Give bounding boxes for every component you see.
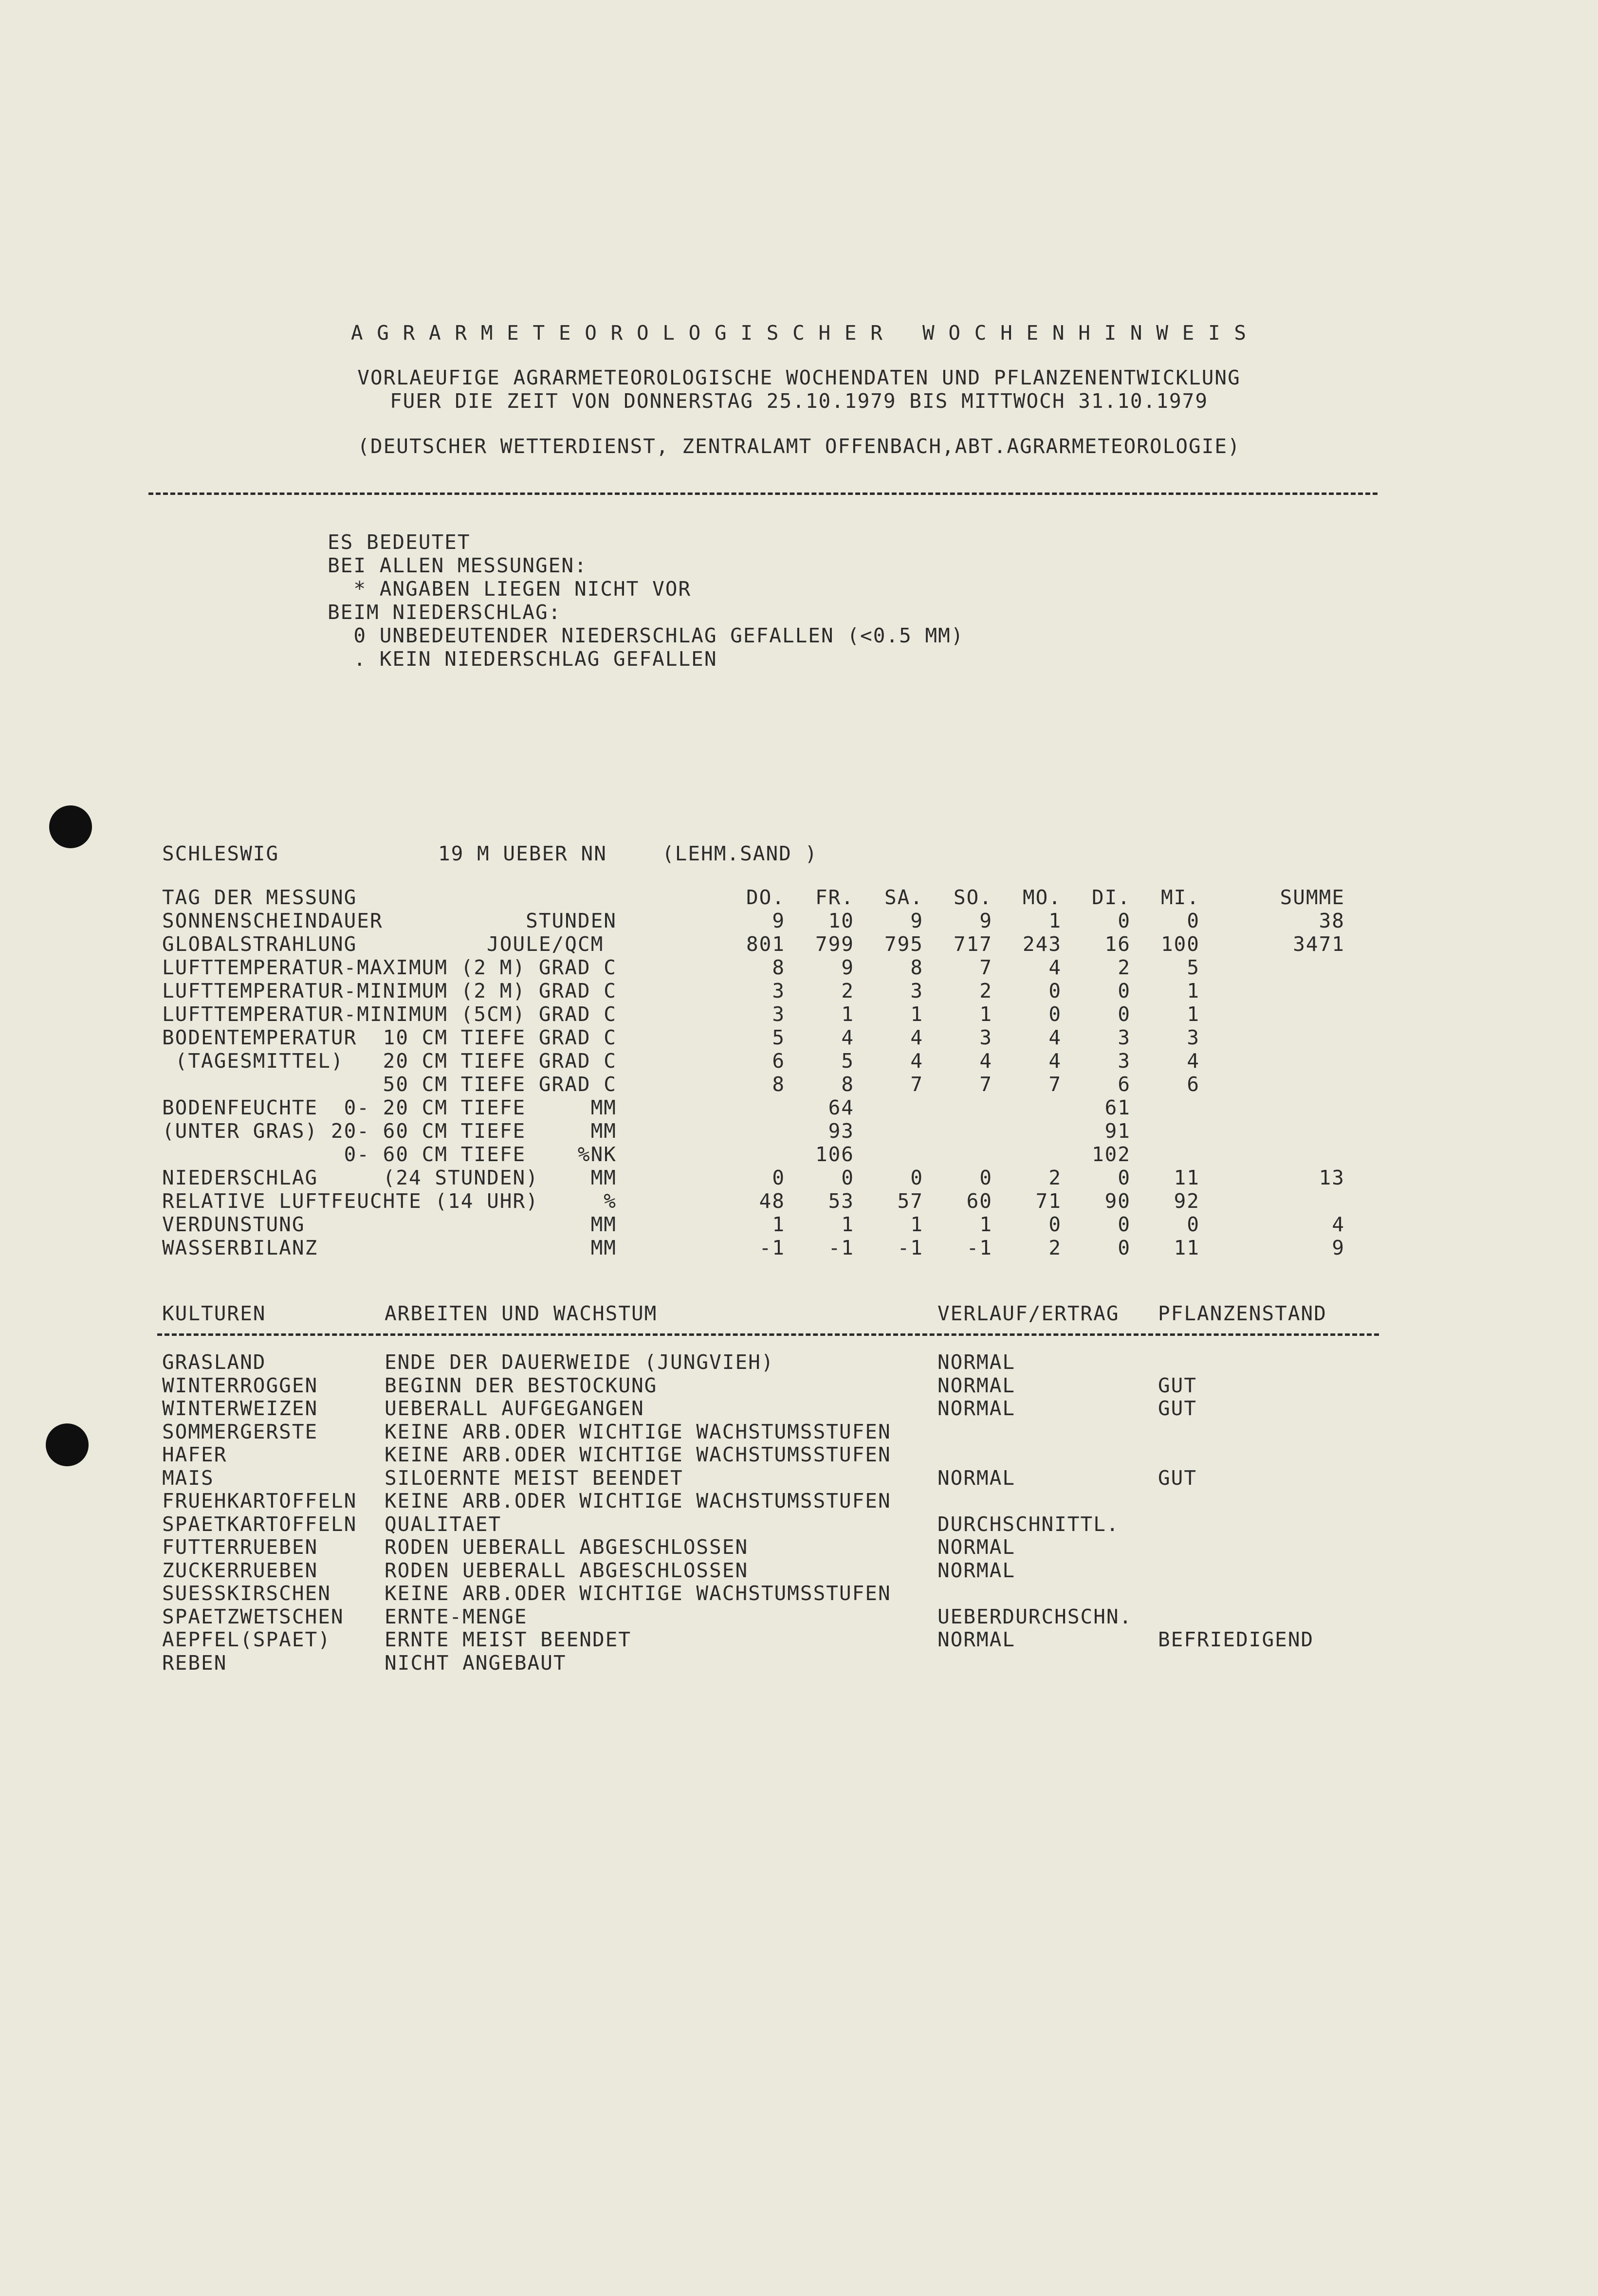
value-cell: 4 xyxy=(1048,956,1062,979)
row-label: SONNENSCHEINDAUER STUNDEN xyxy=(162,909,617,932)
crop-arbeiten-cell: RODEN UEBERALL ABGESCHLOSSEN xyxy=(385,1558,749,1582)
value-cell: 0 xyxy=(1048,979,1062,1002)
crop-verlauf-cell: NORMAL xyxy=(937,1535,1016,1559)
value-cell: 16 xyxy=(1104,932,1131,956)
punch-hole xyxy=(46,1423,89,1466)
value-cell: 795 xyxy=(884,932,923,956)
crop-verlauf-cell: NORMAL xyxy=(937,1350,1016,1374)
row-label: NIEDERSCHLAG (24 STUNDEN) MM xyxy=(162,1166,617,1189)
crop-arbeiten-cell: BEGINN DER BESTOCKUNG xyxy=(385,1373,658,1397)
crop-arbeiten-cell: RODEN UEBERALL ABGESCHLOSSEN xyxy=(385,1535,749,1559)
crop-arbeiten-cell: ERNTE MEIST BEENDET xyxy=(385,1628,631,1651)
value-cell: 106 xyxy=(815,1143,854,1166)
day-header: DO. xyxy=(746,886,785,909)
table-row xyxy=(162,1166,1379,1189)
value-cell: 9 xyxy=(979,909,992,932)
sum-header: SUMME xyxy=(1280,886,1345,909)
row-label: LUFTTEMPERATUR-MINIMUM (5CM) GRAD C xyxy=(162,1002,617,1026)
value-cell: 8 xyxy=(841,1073,854,1096)
value-cell: 57 xyxy=(897,1189,923,1213)
row-label: (UNTER GRAS) 20- 60 CM TIEFE MM xyxy=(162,1119,617,1143)
day-header: FR. xyxy=(815,886,854,909)
value-cell: 0 xyxy=(1187,909,1200,932)
value-cell: 4 xyxy=(841,1026,854,1049)
sum-cell: 38 xyxy=(1319,909,1345,932)
crop-row xyxy=(162,1582,1403,1605)
value-cell: 4 xyxy=(1048,1026,1062,1049)
crop-arbeiten-cell: ENDE DER DAUERWEIDE (JUNGVIEH) xyxy=(385,1350,774,1374)
value-cell: 5 xyxy=(772,1026,785,1049)
value-cell: 1 xyxy=(1187,1002,1200,1026)
value-cell: 0 xyxy=(1187,1213,1200,1236)
value-cell: 11 xyxy=(1174,1236,1200,1259)
day-header: MO. xyxy=(1022,886,1062,909)
legend-line: 0 UNBEDEUTENDER NIEDERSCHLAG GEFALLEN (<0.5 MM) xyxy=(328,624,964,647)
crop-kultur-cell: MAIS xyxy=(162,1466,214,1490)
station-soil: (LEHM.SAND ) xyxy=(662,842,818,865)
crop-kultur-cell: HAFER xyxy=(162,1443,227,1466)
value-cell: 102 xyxy=(1091,1143,1131,1166)
value-cell: 4 xyxy=(979,1049,992,1073)
value-cell: 0 xyxy=(841,1166,854,1189)
value-cell: 48 xyxy=(759,1189,785,1213)
punch-hole xyxy=(49,805,92,848)
row-label: LUFTTEMPERATUR-MAXIMUM (2 M) GRAD C xyxy=(162,956,617,979)
value-cell: 91 xyxy=(1104,1119,1131,1143)
value-cell: 71 xyxy=(1035,1189,1062,1213)
value-cell: 9 xyxy=(841,956,854,979)
row-label: RELATIVE LUFTFEUCHTE (14 UHR) % xyxy=(162,1189,617,1213)
value-cell: 61 xyxy=(1104,1096,1131,1119)
crop-arbeiten-cell: ERNTE-MENGE xyxy=(385,1604,528,1628)
value-cell: 90 xyxy=(1104,1189,1131,1213)
value-cell: 0 xyxy=(1118,1166,1131,1189)
value-cell: 3 xyxy=(910,979,923,1002)
crop-row xyxy=(162,1350,1403,1374)
crop-kultur-cell: FRUEHKARTOFFELN xyxy=(162,1489,357,1512)
value-cell: 3 xyxy=(1118,1049,1131,1073)
crop-row xyxy=(162,1443,1403,1466)
value-cell: 1 xyxy=(1048,909,1062,932)
crop-verlauf-cell: NORMAL xyxy=(937,1628,1016,1651)
value-cell: 4 xyxy=(910,1049,923,1073)
crop-row xyxy=(162,1559,1403,1582)
value-cell: 10 xyxy=(828,909,854,932)
crop-row xyxy=(162,1420,1403,1443)
sum-cell: 3471 xyxy=(1293,932,1345,956)
crop-arbeiten-cell: KEINE ARB.ODER WICHTIGE WACHSTUMSSTUFEN xyxy=(385,1489,891,1512)
value-cell: 1 xyxy=(772,1213,785,1236)
row-label: VERDUNSTUNG MM xyxy=(162,1213,617,1236)
value-cell: 0 xyxy=(1048,1002,1062,1026)
value-cell: 100 xyxy=(1160,932,1200,956)
value-cell: 0 xyxy=(1118,1213,1131,1236)
value-cell: 1 xyxy=(841,1002,854,1026)
crop-kultur-cell: REBEN xyxy=(162,1651,227,1675)
crop-arbeiten-cell: KEINE ARB.ODER WICHTIGE WACHSTUMSSTUFEN xyxy=(385,1443,891,1466)
crop-arbeiten-cell: NICHT ANGEBAUT xyxy=(385,1651,567,1675)
value-cell: 4 xyxy=(1048,1049,1062,1073)
value-cell: 6 xyxy=(1118,1073,1131,1096)
value-cell: 5 xyxy=(1187,956,1200,979)
value-cell: 6 xyxy=(1187,1073,1200,1096)
crop-stand-cell: GUT xyxy=(1158,1397,1197,1420)
value-cell: 9 xyxy=(772,909,785,932)
day-header: SA. xyxy=(884,886,923,909)
value-cell: 7 xyxy=(979,1073,992,1096)
value-cell: 1 xyxy=(979,1213,992,1236)
legend-line: BEIM NIEDERSCHLAG: xyxy=(328,601,562,624)
crop-arbeiten-cell: UEBERALL AUFGEGANGEN xyxy=(385,1397,644,1420)
row-label: TAG DER MESSUNG xyxy=(162,886,357,909)
crop-arbeiten-cell: QUALITAET xyxy=(385,1512,502,1536)
legend-line: ES BEDEUTET xyxy=(328,530,471,554)
value-cell: 92 xyxy=(1174,1189,1200,1213)
value-cell: 2 xyxy=(1048,1236,1062,1259)
value-cell: 0 xyxy=(1118,909,1131,932)
table-row xyxy=(162,1143,1379,1166)
value-cell: 4 xyxy=(1187,1049,1200,1073)
value-cell: 7 xyxy=(910,1073,923,1096)
value-cell: 4 xyxy=(910,1026,923,1049)
crop-stand-cell: GUT xyxy=(1158,1373,1197,1397)
crop-row xyxy=(162,1628,1403,1651)
crop-verlauf-cell: UEBERDURCHSCHN. xyxy=(937,1604,1133,1628)
table-row xyxy=(162,909,1379,932)
value-cell: 8 xyxy=(772,1073,785,1096)
crop-kultur-cell: ZUCKERRUEBEN xyxy=(162,1558,318,1582)
crop-header: PFLANZENSTAND xyxy=(1158,1302,1327,1325)
table-row xyxy=(162,1002,1379,1026)
value-cell: 3 xyxy=(1187,1026,1200,1049)
table-row xyxy=(162,979,1379,1002)
value-cell: 0 xyxy=(910,1166,923,1189)
row-label: 0- 60 CM TIEFE %NK xyxy=(162,1143,617,1166)
crop-row xyxy=(162,1535,1403,1559)
table-row xyxy=(162,1096,1379,1119)
crop-verlauf-cell: NORMAL xyxy=(937,1558,1016,1582)
value-cell: 7 xyxy=(1048,1073,1062,1096)
value-cell: 2 xyxy=(1118,956,1131,979)
crop-arbeiten-cell: KEINE ARB.ODER WICHTIGE WACHSTUMSSTUFEN xyxy=(385,1420,891,1443)
divider xyxy=(148,492,1378,495)
table-row xyxy=(162,932,1379,956)
value-cell: 93 xyxy=(828,1119,854,1143)
crop-kultur-cell: GRASLAND xyxy=(162,1350,266,1374)
crop-header: KULTUREN xyxy=(162,1302,266,1325)
value-cell: 1 xyxy=(841,1213,854,1236)
table-header-row xyxy=(162,886,1379,909)
value-cell: 2 xyxy=(979,979,992,1002)
crop-header-row xyxy=(162,1302,1403,1325)
row-label: GLOBALSTRAHLUNG JOULE/QCM xyxy=(162,932,604,956)
station-name: SCHLESWIG xyxy=(162,842,279,865)
table-row xyxy=(162,1119,1379,1143)
crop-kultur-cell: SOMMERGERSTE xyxy=(162,1420,318,1443)
crop-arbeiten-cell: KEINE ARB.ODER WICHTIGE WACHSTUMSSTUFEN xyxy=(385,1582,891,1605)
day-header: MI. xyxy=(1160,886,1200,909)
value-cell: -1 xyxy=(759,1236,785,1259)
station-height: 19 M UEBER NN xyxy=(438,842,607,865)
value-cell: 0 xyxy=(772,1166,785,1189)
table-row xyxy=(162,1073,1379,1096)
value-cell: 7 xyxy=(979,956,992,979)
crop-kultur-cell: SPAETKARTOFFELN xyxy=(162,1512,357,1536)
table-row xyxy=(162,956,1379,979)
day-header: SO. xyxy=(953,886,992,909)
legend-line: BEI ALLEN MESSUNGEN: xyxy=(328,554,588,577)
table-row xyxy=(162,1213,1379,1236)
value-cell: 8 xyxy=(772,956,785,979)
row-label: BODENFEUCHTE 0- 20 CM TIEFE MM xyxy=(162,1096,617,1119)
divider xyxy=(157,1333,1379,1336)
crop-verlauf-cell: NORMAL xyxy=(937,1466,1016,1490)
value-cell: 1 xyxy=(910,1213,923,1236)
value-cell: 2 xyxy=(1048,1166,1062,1189)
crop-kultur-cell: WINTERWEIZEN xyxy=(162,1397,318,1420)
crop-row xyxy=(162,1512,1403,1536)
value-cell: 53 xyxy=(828,1189,854,1213)
value-cell: 3 xyxy=(772,979,785,1002)
value-cell: 60 xyxy=(966,1189,992,1213)
crop-kultur-cell: SUESSKIRSCHEN xyxy=(162,1582,331,1605)
crop-verlauf-cell: NORMAL xyxy=(937,1373,1016,1397)
row-label: WASSERBILANZ MM xyxy=(162,1236,617,1259)
value-cell: 0 xyxy=(1118,1236,1131,1259)
crop-row xyxy=(162,1605,1403,1628)
crop-header: ARBEITEN UND WACHSTUM xyxy=(385,1302,658,1325)
crop-kultur-cell: FUTTERRUEBEN xyxy=(162,1535,318,1559)
crop-arbeiten-cell: SILOERNTE MEIST BEENDET xyxy=(385,1466,683,1490)
sum-cell: 13 xyxy=(1319,1166,1345,1189)
document-subtitle: VORLAEUFIGE AGRARMETEOROLOGISCHE WOCHENDATEN UND PFLANZENENTWICKLUNG xyxy=(357,366,1241,389)
row-label: 50 CM TIEFE GRAD C xyxy=(162,1073,617,1096)
crop-kultur-cell: AEPFEL(SPAET) xyxy=(162,1628,331,1651)
legend-line: . KEIN NIEDERSCHLAG GEFALLEN xyxy=(328,647,717,671)
row-label: (TAGESMITTEL) 20 CM TIEFE GRAD C xyxy=(162,1049,617,1073)
day-header: DI. xyxy=(1091,886,1131,909)
crop-stand-cell: GUT xyxy=(1158,1466,1197,1490)
crop-row xyxy=(162,1489,1403,1512)
document-title: A G R A R M E T E O R O L O G I S C H E R W O C H E N H I N W E I S xyxy=(350,321,1248,345)
value-cell: 1 xyxy=(910,1002,923,1026)
value-cell: 0 xyxy=(1118,979,1131,1002)
value-cell: 717 xyxy=(953,932,992,956)
value-cell: -1 xyxy=(828,1236,854,1259)
value-cell: -1 xyxy=(966,1236,992,1259)
crop-row xyxy=(162,1466,1403,1490)
value-cell: 3 xyxy=(1118,1026,1131,1049)
value-cell: 243 xyxy=(1022,932,1062,956)
table-row xyxy=(162,1049,1379,1073)
table-row xyxy=(162,1189,1379,1213)
legend-line: * ANGABEN LIEGEN NICHT VOR xyxy=(328,577,692,601)
value-cell: -1 xyxy=(897,1236,923,1259)
value-cell: 6 xyxy=(772,1049,785,1073)
table-row xyxy=(162,1026,1379,1049)
crop-row xyxy=(162,1651,1403,1675)
value-cell: 9 xyxy=(910,909,923,932)
crop-header: VERLAUF/ERTRAG xyxy=(937,1302,1120,1325)
value-cell: 5 xyxy=(841,1049,854,1073)
value-cell: 2 xyxy=(841,979,854,1002)
value-cell: 0 xyxy=(1118,1002,1131,1026)
value-cell: 11 xyxy=(1174,1166,1200,1189)
table-row xyxy=(162,1236,1379,1259)
value-cell: 3 xyxy=(979,1026,992,1049)
date-range: FUER DIE ZEIT VON DONNERSTAG 25.10.1979 BIS MITTWOCH 31.10.1979 xyxy=(389,389,1209,413)
value-cell: 8 xyxy=(910,956,923,979)
value-cell: 1 xyxy=(979,1002,992,1026)
sum-cell: 4 xyxy=(1332,1213,1345,1236)
crop-row xyxy=(162,1374,1403,1397)
sum-cell: 9 xyxy=(1332,1236,1345,1259)
source-line: (DEUTSCHER WETTERDIENST, ZENTRALAMT OFFENBACH,ABT.AGRARMETEOROLOGIE) xyxy=(357,435,1241,458)
value-cell: 799 xyxy=(815,932,854,956)
value-cell: 64 xyxy=(828,1096,854,1119)
crop-stand-cell: BEFRIEDIGEND xyxy=(1158,1628,1314,1651)
value-cell: 3 xyxy=(772,1002,785,1026)
crop-kultur-cell: SPAETZWETSCHEN xyxy=(162,1604,344,1628)
row-label: BODENTEMPERATUR 10 CM TIEFE GRAD C xyxy=(162,1026,617,1049)
value-cell: 1 xyxy=(1187,979,1200,1002)
value-cell: 0 xyxy=(979,1166,992,1189)
crop-row xyxy=(162,1397,1403,1420)
row-label: LUFTTEMPERATUR-MINIMUM (2 M) GRAD C xyxy=(162,979,617,1002)
value-cell: 0 xyxy=(1048,1213,1062,1236)
crop-kultur-cell: WINTERROGGEN xyxy=(162,1373,318,1397)
crop-verlauf-cell: NORMAL xyxy=(937,1397,1016,1420)
crop-verlauf-cell: DURCHSCHNITTL. xyxy=(937,1512,1120,1536)
value-cell: 801 xyxy=(746,932,785,956)
